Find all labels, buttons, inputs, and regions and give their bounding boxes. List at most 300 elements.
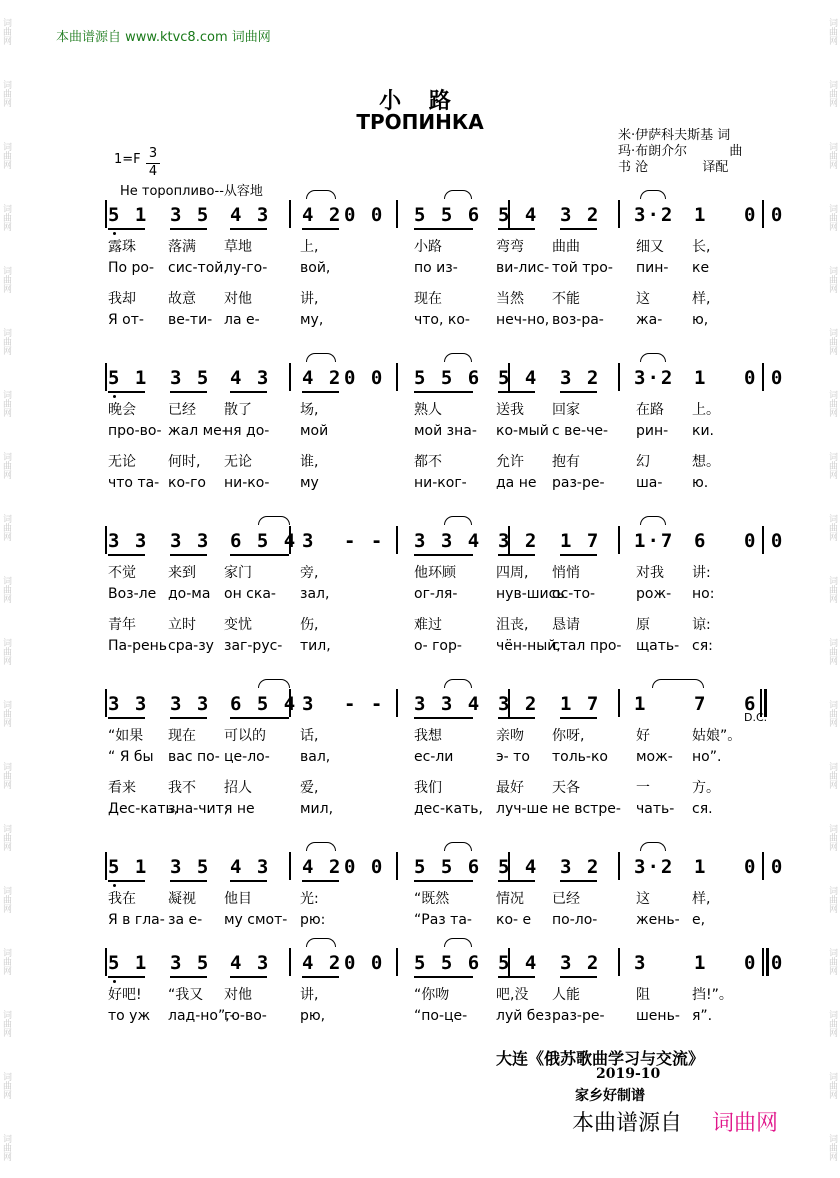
lyric-syllable: 对他 — [224, 987, 252, 1003]
lyric-syllable: то уж — [108, 1008, 151, 1024]
barline — [105, 363, 107, 391]
lyric-syllable: ко-мый — [496, 423, 549, 439]
lyric-syllable: 四周, — [496, 565, 529, 581]
lyric-syllable: 这 — [636, 891, 650, 907]
lyric-syllable: 旁, — [300, 565, 319, 581]
lyric-syllable: 讲, — [300, 291, 319, 307]
lyric-syllable: 我却 — [108, 291, 136, 307]
watermark-text: 词曲网 — [1, 1009, 11, 1037]
note-group: 3 2 — [498, 693, 539, 715]
watermark-text: 词曲网 — [1, 823, 11, 851]
lyric-syllable: ни-ког- — [414, 475, 467, 491]
footer-source: 大连《俄苏歌曲学习与交流》 — [496, 1049, 705, 1068]
watermark-text: 词曲网 — [827, 761, 837, 789]
beam — [170, 554, 207, 556]
note-group: 3·2 — [634, 367, 675, 389]
lyric-syllable: 可以的 — [224, 728, 266, 744]
note-group: 5 1 — [108, 367, 149, 389]
lyric-syllable: ос-то- — [552, 586, 596, 602]
note-group: 1 7 — [560, 530, 601, 552]
credit-arranger-name: 书 沧 — [618, 160, 649, 175]
lyric-syllable: ве-ти- — [168, 312, 213, 328]
note-group: 4 3 — [230, 204, 271, 226]
lyric-syllable: 散了 — [224, 402, 252, 418]
watermark-text: 词曲网 — [827, 203, 837, 231]
lyric-syllable: 光: — [300, 891, 319, 907]
note-group: 1 7 — [560, 693, 601, 715]
note-group: 6 — [744, 693, 758, 715]
lyric-syllable: 我在 — [108, 891, 136, 907]
watermark-text: 词曲网 — [1, 637, 11, 665]
lyric-syllable: 在路 — [636, 402, 664, 418]
lyric-syllable: неч-но, — [496, 312, 550, 328]
lyric-syllable: ке — [692, 260, 710, 276]
lyric-syllable: 悄悄 — [552, 565, 580, 581]
lyric-syllable: вас по- — [168, 749, 220, 765]
lyric-syllable: мил, — [300, 801, 334, 817]
note-group: 5 4 — [498, 856, 539, 878]
lyric-syllable: 现在 — [414, 291, 442, 307]
note-group: 3 3 4 — [414, 530, 482, 552]
note-group: 7 — [694, 693, 708, 715]
lyric-syllable: не встре- — [552, 801, 621, 817]
lyric-syllable: 伤, — [300, 617, 319, 633]
lyric-syllable: 都不 — [414, 454, 442, 470]
watermark-text: 词曲网 — [1, 513, 11, 541]
lyric-syllable: 恳请 — [552, 617, 580, 633]
lyric-syllable: му, — [300, 312, 324, 328]
watermark-text: 词曲网 — [1, 203, 11, 231]
beam — [108, 391, 145, 393]
beam — [414, 976, 473, 978]
note-group: 3 3 — [170, 693, 211, 715]
lyric-syllable: Я от- — [108, 312, 144, 328]
lyric-syllable: э- то — [496, 749, 530, 765]
time-signature-denominator: 4 — [148, 164, 158, 179]
barline — [289, 948, 291, 976]
lyric-syllable: 讲, — [300, 987, 319, 1003]
lyric-syllable: 当然 — [496, 291, 524, 307]
lyric-syllable: 幻 — [636, 454, 650, 470]
note-group: 6 5 4 — [230, 693, 298, 715]
barline — [105, 526, 107, 554]
lyric-syllable: рин- — [636, 423, 669, 439]
lyric-syllable: 长, — [692, 239, 711, 255]
tie-slur — [444, 938, 472, 947]
lyric-syllable: 挡!”。 — [692, 987, 733, 1003]
lyric-syllable: чать- — [636, 801, 675, 817]
beam — [498, 228, 535, 230]
note-group: 5 1 — [108, 952, 149, 974]
note-group: 1 — [694, 204, 708, 226]
lyric-syllable: “如果 — [108, 728, 144, 744]
lyric-syllable: ви-лис- — [496, 260, 550, 276]
lyric-syllable: 不觉 — [108, 565, 136, 581]
lyric-syllable: 抱有 — [552, 454, 580, 470]
watermark-text: 词曲网 — [827, 141, 837, 169]
note-group: 0 0 — [744, 952, 785, 974]
barline — [396, 948, 398, 976]
tie-slur — [640, 353, 666, 362]
lyric-syllable: о- гор- — [414, 638, 462, 654]
watermark-text: 词曲网 — [1, 699, 11, 727]
lyric-syllable: 无论 — [108, 454, 136, 470]
lyric-syllable: 话, — [300, 728, 319, 744]
lyric-syllable: 何时, — [168, 454, 201, 470]
lyric-syllable: це-ло- — [224, 749, 270, 765]
lyric-syllable: но”. — [692, 749, 722, 765]
lyric-syllable: 对我 — [636, 565, 664, 581]
lyric-syllable: жал ме- — [168, 423, 227, 439]
note-group: 0 0 — [344, 367, 385, 389]
barline — [618, 689, 620, 717]
note-group: 0 0 — [344, 856, 385, 878]
note-group: 3 2 — [560, 204, 601, 226]
lyric-syllable: 亲吻 — [496, 728, 524, 744]
note-group: 3 2 — [560, 952, 601, 974]
barline — [105, 689, 107, 717]
lyric-syllable: зна-чит, — [168, 801, 229, 817]
lyric-syllable: заг-рус- — [224, 638, 283, 654]
barline — [105, 948, 107, 976]
watermark-text: 词曲网 — [827, 1133, 837, 1161]
lyric-syllable: 你呀, — [552, 728, 585, 744]
lyric-syllable: 样, — [692, 891, 711, 907]
beam — [498, 976, 535, 978]
note-group: 4 2 — [302, 367, 343, 389]
song-title-chinese: 小 路 — [379, 89, 461, 114]
note-group: 3 3 4 — [414, 693, 482, 715]
beam — [560, 717, 597, 719]
lyric-syllable: 最好 — [496, 780, 524, 796]
watermark-text: 词曲网 — [1, 141, 11, 169]
lyric-syllable: пин- — [636, 260, 669, 276]
watermark-text: 词曲网 — [1, 17, 11, 45]
watermark-text: 词曲网 — [1, 885, 11, 913]
barline — [289, 852, 291, 880]
barline — [396, 852, 398, 880]
note-group: 3·2 — [634, 204, 675, 226]
lyric-syllable: “既然 — [414, 891, 450, 907]
note-group: 3 5 — [170, 856, 211, 878]
lyric-syllable: раз-ре- — [552, 475, 605, 491]
lyric-syllable: той тро- — [552, 260, 613, 276]
note-group: 5 4 — [498, 204, 539, 226]
octave-dot — [113, 232, 116, 235]
lyric-syllable: 我们 — [414, 780, 442, 796]
barline — [618, 948, 620, 976]
note-group: 5 5 6 — [414, 204, 482, 226]
site-header[interactable]: 本曲谱源自 www.ktvc8.com 词曲网 — [56, 30, 271, 45]
tie-slur — [306, 190, 336, 199]
lyric-syllable: 一 — [636, 780, 650, 796]
lyric-syllable: Па-рень — [108, 638, 168, 654]
lyric-syllable: ко-го — [168, 475, 206, 491]
note-group: 0 0 — [744, 204, 785, 226]
lyric-syllable: за е- — [168, 912, 203, 928]
lyric-syllable: 谅: — [692, 617, 711, 633]
lyric-syllable: сра-зу — [168, 638, 214, 654]
lyric-syllable: Дес-кать, — [108, 801, 179, 817]
beam — [170, 228, 207, 230]
beam — [230, 880, 267, 882]
lyric-syllable: ша- — [636, 475, 663, 491]
barline — [289, 363, 291, 391]
tie-slur — [444, 353, 472, 362]
octave-dot — [113, 980, 116, 983]
lyric-syllable: 允许 — [496, 454, 524, 470]
note-group: 0 0 — [744, 856, 785, 878]
lyric-syllable: “ Я бы — [108, 749, 154, 765]
lyric-syllable: луй без — [496, 1008, 552, 1024]
lyric-syllable: 来到 — [168, 565, 196, 581]
watermark-text: 词曲网 — [827, 451, 837, 479]
key-signature: 1=F — [114, 152, 141, 167]
watermark-text: 词曲网 — [827, 513, 837, 541]
lyric-syllable: вал, — [300, 749, 331, 765]
lyric-syllable: 他目 — [224, 891, 252, 907]
watermark-text: 词曲网 — [827, 1071, 837, 1099]
credit-lyricist-name: 米·伊萨科夫斯基 — [618, 128, 714, 143]
lyric-syllable: лад-но”,- — [168, 1008, 235, 1024]
lyric-syllable: 讲: — [692, 565, 711, 581]
beam — [498, 717, 535, 719]
lyric-syllable: 已经 — [552, 891, 580, 907]
lyric-syllable: 小路 — [414, 239, 442, 255]
lyric-syllable: по из- — [414, 260, 458, 276]
tie-slur — [306, 353, 336, 362]
lyric-syllable: 好 — [636, 728, 650, 744]
lyric-syllable: 好吧! — [108, 987, 142, 1003]
lyric-syllable: 回家 — [552, 402, 580, 418]
tie-slur — [640, 842, 666, 851]
barline — [289, 200, 291, 228]
lyric-syllable: да не — [496, 475, 537, 491]
lyric-syllable: “你吻 — [414, 987, 450, 1003]
lyric-syllable: 露珠 — [108, 239, 136, 255]
lyric-syllable: ю. — [692, 475, 709, 491]
da-capo-marking: D.C. — [744, 711, 768, 724]
lyric-syllable: он ска- — [224, 586, 276, 602]
credit-lyricist-role: 词 — [717, 128, 731, 143]
lyric-syllable: что, ко- — [414, 312, 470, 328]
lyric-syllable: про-во- — [108, 423, 162, 439]
footer-site-name[interactable]: 词曲网 — [712, 1111, 779, 1136]
lyric-syllable: 场, — [300, 402, 319, 418]
watermark-text: 词曲网 — [827, 823, 837, 851]
octave-dot — [113, 884, 116, 887]
lyric-syllable: 上。 — [692, 402, 720, 418]
lyric-syllable: ко- е — [496, 912, 532, 928]
beam — [230, 228, 267, 230]
lyric-syllable: 已经 — [168, 402, 196, 418]
note-group: 3 5 — [170, 952, 211, 974]
watermark-text: 词曲网 — [827, 327, 837, 355]
lyric-syllable: 难过 — [414, 617, 442, 633]
barline — [396, 689, 398, 717]
watermark-text: 词曲网 — [827, 575, 837, 603]
beam — [108, 880, 145, 882]
tie-slur — [640, 516, 666, 525]
barline — [396, 363, 398, 391]
lyric-syllable: 这 — [636, 291, 650, 307]
lyric-syllable: тил, — [300, 638, 331, 654]
lyric-syllable: щать- — [636, 638, 680, 654]
beam — [498, 554, 535, 556]
lyric-syllable: рю, — [300, 1008, 326, 1024]
beam — [560, 228, 597, 230]
lyric-syllable: мой зна- — [414, 423, 477, 439]
lyric-syllable: 爱, — [300, 780, 319, 796]
lyric-syllable: 现在 — [168, 728, 196, 744]
tie-slur — [258, 516, 290, 525]
lyric-syllable: ки. — [692, 423, 715, 439]
lyric-syllable: Воз-ле — [108, 586, 157, 602]
note-group: - - — [344, 530, 385, 552]
watermark-text: 词曲网 — [1, 265, 11, 293]
lyric-syllable: толь-ко — [552, 749, 608, 765]
watermark-text: 词曲网 — [827, 79, 837, 107]
note-group: 4 3 — [230, 367, 271, 389]
beam — [108, 228, 145, 230]
note-group: 5 4 — [498, 367, 539, 389]
watermark-text: 词曲网 — [827, 389, 837, 417]
lyric-syllable: луч-ше — [496, 801, 548, 817]
lyric-syllable: 阻 — [636, 987, 650, 1003]
lyric-syllable: воз-ра- — [552, 312, 604, 328]
octave-dot — [113, 395, 116, 398]
lyric-syllable: 方。 — [692, 780, 720, 796]
note-group: 3 2 — [560, 856, 601, 878]
note-group: 0 0 — [344, 204, 385, 226]
credit-composer-name: 玛·布朗介尔 — [618, 144, 688, 159]
tie-slur — [444, 516, 472, 525]
lyric-syllable: рю: — [300, 912, 326, 928]
beam — [108, 717, 145, 719]
lyric-syllable: 他环顾 — [414, 565, 456, 581]
time-signature-numerator: 3 — [148, 146, 158, 161]
lyric-syllable: 变忧 — [224, 617, 252, 633]
note-group: 3 3 — [108, 693, 149, 715]
lyric-syllable: “我又 — [168, 987, 204, 1003]
watermark-text: 词曲网 — [827, 1009, 837, 1037]
lyric-syllable: что та- — [108, 475, 160, 491]
note-group: 4 2 — [302, 204, 343, 226]
lyric-syllable: ся: — [692, 638, 713, 654]
note-group: 3 3 — [108, 530, 149, 552]
lyric-syllable: сис-той, — [168, 260, 228, 276]
lyric-syllable: 天各 — [552, 780, 580, 796]
lyric-syllable: 落满 — [168, 239, 196, 255]
lyric-syllable: По ро- — [108, 260, 155, 276]
watermark-text: 词曲网 — [1, 327, 11, 355]
note-group: 1 — [694, 952, 708, 974]
watermark-text: 词曲网 — [827, 637, 837, 665]
note-group: 3 — [302, 693, 316, 715]
note-group: 4 2 — [302, 952, 343, 974]
note-group: 5 1 — [108, 204, 149, 226]
beam — [230, 391, 267, 393]
beam — [414, 880, 473, 882]
beam — [560, 976, 597, 978]
beam — [230, 976, 267, 978]
credit-arranger — [618, 156, 728, 175]
note-group: 6 — [694, 530, 708, 552]
beam — [560, 880, 597, 882]
note-group: - - — [344, 693, 385, 715]
lyric-syllable: по-ло- — [552, 912, 598, 928]
lyric-syllable: 弯弯 — [496, 239, 524, 255]
barline — [396, 200, 398, 228]
note-group: 5 5 6 — [414, 367, 482, 389]
lyric-syllable: 招人 — [224, 780, 252, 796]
lyric-syllable: 沮丧, — [496, 617, 529, 633]
lyric-syllable: 对他 — [224, 291, 252, 307]
tie-slur — [306, 938, 336, 947]
beam — [560, 554, 597, 556]
lyric-syllable: мой — [300, 423, 329, 439]
tie-slur — [306, 842, 336, 851]
tie-slur — [258, 679, 290, 688]
note-group: 4 3 — [230, 856, 271, 878]
lyric-syllable: ни-ко- — [224, 475, 270, 491]
lyric-syllable: я”. — [692, 1008, 713, 1024]
note-group: 3 3 — [170, 530, 211, 552]
beam — [170, 391, 207, 393]
watermark-text: 词曲网 — [827, 17, 837, 45]
beam — [498, 880, 535, 882]
lyric-syllable: е, — [692, 912, 706, 928]
footer-transcriber: 家乡好制谱 — [575, 1088, 645, 1104]
lyric-syllable: жень- — [636, 912, 680, 928]
watermark-text: 词曲网 — [1, 1071, 11, 1099]
lyric-syllable: мож- — [636, 749, 673, 765]
lyric-syllable: стал про- — [552, 638, 622, 654]
watermark-text: 词曲网 — [1, 1133, 11, 1161]
lyric-syllable: ня до- — [224, 423, 270, 439]
watermark-text: 词曲网 — [1, 947, 11, 975]
barline — [396, 526, 398, 554]
beam — [108, 554, 145, 556]
lyric-syllable: вой, — [300, 260, 331, 276]
watermark-right — [826, 0, 838, 1169]
barline — [105, 200, 107, 228]
note-group: 3 2 — [498, 530, 539, 552]
note-group: 6 5 4 — [230, 530, 298, 552]
lyric-syllable: “Раз та- — [414, 912, 472, 928]
note-group: 4 3 — [230, 952, 271, 974]
beam — [414, 228, 473, 230]
lyric-syllable: я не — [224, 801, 255, 817]
lyric-syllable: 想。 — [692, 454, 720, 470]
lyric-syllable: 姑娘”。 — [692, 728, 742, 744]
lyric-syllable: жа- — [636, 312, 663, 328]
watermark-text: 词曲网 — [1, 575, 11, 603]
lyric-syllable: 送我 — [496, 402, 524, 418]
note-group: 0 0 — [744, 367, 785, 389]
barline — [618, 526, 620, 554]
lyric-syllable: 晚会 — [108, 402, 136, 418]
lyric-syllable: 无论 — [224, 454, 252, 470]
lyric-syllable: раз-ре- — [552, 1008, 605, 1024]
watermark-text: 词曲网 — [827, 265, 837, 293]
tie-slur — [652, 679, 704, 688]
watermark-text: 词曲网 — [1, 389, 11, 417]
barline — [618, 363, 620, 391]
tie-slur — [444, 679, 472, 688]
beam — [230, 554, 289, 556]
tie-slur — [444, 842, 472, 851]
